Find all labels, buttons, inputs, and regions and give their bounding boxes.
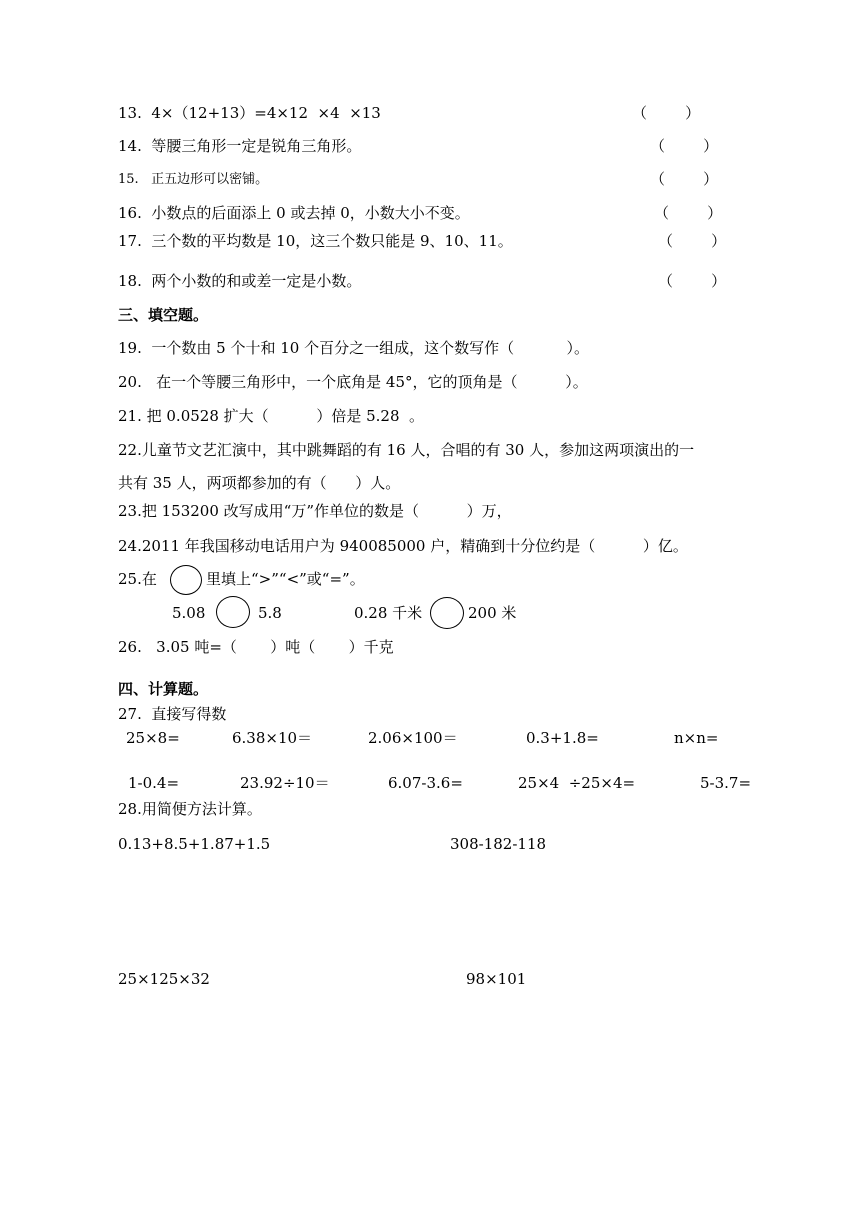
compare-b-left: 0.28 千米 [354, 604, 423, 622]
calc-item: 0.3+1.8= [526, 729, 599, 747]
question-26: 26. 3.05 吨=（ ）吨（ ）千克 [118, 638, 394, 656]
question-16: 16. 小数点的后面添上 0 或去掉 0，小数大小不变。 [118, 204, 470, 222]
answer-paren-17: （ ） [658, 232, 727, 250]
question-17: 17. 三个数的平均数是 10，这三个数只能是 9、10、11。 [118, 232, 513, 250]
section-heading-fill: 三、填空题。 [118, 306, 209, 324]
simplify-expr: 25×125×32 [118, 970, 210, 988]
question-14: 14. 等腰三角形一定是锐角三角形。 [118, 137, 362, 155]
compare-circle-example [170, 565, 202, 595]
simplify-expr: 308-182-118 [450, 835, 547, 853]
calc-item: n×n= [674, 729, 719, 747]
answer-paren-13: （ ） [632, 104, 701, 122]
question-25-prefix: 25.在 [118, 570, 157, 588]
compare-a-right: 5.8 [258, 604, 282, 622]
calc-item: 1-0.4= [128, 774, 180, 792]
compare-a-left: 5.08 [172, 604, 206, 622]
answer-paren-16: （ ） [654, 204, 723, 222]
question-18: 18. 两个小数的和或差一定是小数。 [118, 272, 362, 290]
question-15: 15. 正五边形可以密铺。 [118, 172, 269, 187]
compare-circle-b[interactable] [430, 597, 464, 629]
question-27: 27. 直接写得数 [118, 705, 227, 723]
calc-item: 5-3.7= [700, 774, 752, 792]
calc-item: 25×8= [126, 729, 180, 747]
answer-paren-15: （ ） [650, 170, 719, 188]
question-20: 20. 在一个等腰三角形中，一个底角是 45°，它的顶角是（ ）。 [118, 373, 588, 391]
section-heading-calc: 四、计算题。 [118, 680, 209, 698]
question-22-line1: 22.儿童节文艺汇演中，其中跳舞蹈的有 16 人，合唱的有 30 人，参加这两项演出的一 [118, 441, 695, 459]
question-28: 28.用简便方法计算。 [118, 800, 262, 818]
calc-item: 6.38×10＝ [232, 729, 313, 747]
simplify-expr: 0.13+8.5+1.87+1.5 [118, 835, 271, 853]
question-25-instruction: 里填上“>”“<”或“=”。 [206, 570, 365, 588]
calc-item: 2.06×100＝ [368, 729, 458, 747]
question-21: 21. 把 0.0528 扩大（ ）倍是 5.28 。 [118, 407, 425, 425]
simplify-expr: 98×101 [466, 970, 527, 988]
question-23: 23.把 153200 改写成用“万”作单位的数是（ ）万， [118, 502, 512, 520]
question-24: 24.2011 年我国移动电话用户为 940085000 户，精确到十分位约是（ ）亿。 [118, 537, 688, 555]
question-19: 19. 一个数由 5 个十和 10 个百分之一组成，这个数写作（ ）。 [118, 339, 590, 357]
question-13: 13. 4×（12+13）=4×12 ×4 ×13 [118, 104, 381, 122]
answer-paren-14: （ ） [650, 137, 719, 155]
question-22-line2: 共有 35 人，两项都参加的有（ ）人。 [118, 474, 401, 492]
compare-b-right: 200 米 [468, 604, 517, 622]
answer-paren-18: （ ） [658, 272, 727, 290]
calc-item: 6.07-3.6= [388, 774, 463, 792]
compare-circle-a[interactable] [216, 596, 250, 628]
calc-item: 23.92÷10＝ [240, 774, 330, 792]
calc-item: 25×4 ÷25×4= [518, 774, 636, 792]
